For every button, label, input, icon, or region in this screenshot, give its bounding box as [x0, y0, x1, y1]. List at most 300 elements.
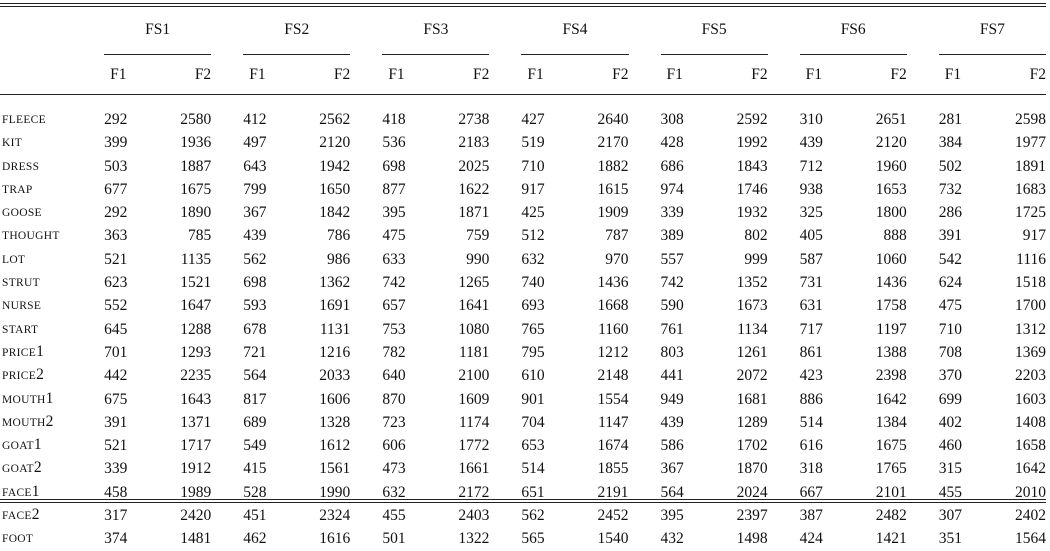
row-label-word: FOOT	[2, 533, 34, 546]
cell-f2: 1352	[736, 274, 768, 292]
cell-f2: 1293	[180, 343, 212, 361]
cell-f1: 367	[243, 204, 267, 222]
group-header-label: FS4	[562, 21, 588, 38]
cell-f2: 1616	[319, 530, 351, 548]
gap-cell	[350, 434, 382, 457]
group-header	[661, 7, 768, 55]
cell-f2: 2183	[458, 134, 490, 152]
cell-f2: 2452	[597, 507, 629, 525]
row-label-word: PRICE	[2, 370, 37, 383]
cell-f1: 455	[938, 483, 962, 501]
subheader-f1: F1	[527, 65, 544, 83]
gap-cell	[350, 294, 382, 317]
gap-cell	[768, 364, 800, 387]
row-label-number: 1	[45, 389, 54, 407]
cell-f2: 2100	[458, 367, 490, 385]
row-label	[0, 481, 104, 504]
cell-f2: 1060	[875, 250, 907, 268]
cell-f2: 1212	[597, 343, 629, 361]
gap-cell	[629, 527, 661, 550]
gap-cell	[489, 55, 521, 95]
gap-cell	[489, 434, 521, 457]
cell-f1: 325	[799, 204, 823, 222]
subheader-f1: F1	[666, 65, 683, 83]
row-label	[0, 341, 104, 364]
cell-f1: 395	[660, 507, 684, 525]
blank-cell	[0, 55, 104, 95]
table-row	[0, 294, 1046, 317]
row-label-word: KIT	[2, 137, 23, 150]
top-rule-1	[0, 3, 1046, 4]
cell-f1: 587	[799, 250, 823, 268]
cell-f2: 787	[605, 227, 629, 245]
gap-cell	[629, 318, 661, 341]
cell-f1: 731	[799, 274, 823, 292]
bottom-rule-1	[0, 499, 1046, 500]
row-label	[0, 411, 104, 434]
cell-f1: 974	[660, 180, 684, 198]
cell-f1: 562	[243, 250, 267, 268]
gap-cell	[768, 318, 800, 341]
gap-cell	[489, 224, 521, 247]
cell-f2: 1561	[319, 460, 351, 478]
cell-f1: 428	[660, 134, 684, 152]
gap-cell	[350, 7, 382, 55]
cell-f1: 693	[521, 297, 545, 315]
group-header-label: FS5	[701, 21, 727, 38]
cell-f2: 1909	[597, 204, 629, 222]
row-label-word: MOUTH	[2, 393, 46, 406]
gap-cell	[211, 411, 243, 434]
cell-f1: 310	[799, 111, 823, 128]
gap-cell	[350, 388, 382, 411]
cell-f1: 590	[660, 297, 684, 315]
row-label	[0, 108, 104, 131]
cell-f2: 1436	[597, 274, 629, 292]
gap-cell	[907, 248, 939, 271]
gap-cell	[629, 434, 661, 457]
gap-cell	[211, 108, 243, 131]
row-label	[0, 527, 104, 550]
gap-cell	[768, 201, 800, 224]
cell-f2: 2072	[736, 367, 768, 385]
gap-cell	[489, 201, 521, 224]
cell-f1: 432	[660, 530, 684, 548]
cell-f2: 1612	[319, 437, 351, 455]
cell-f1: 632	[382, 483, 406, 501]
gap-cell	[211, 434, 243, 457]
cell-f1: 418	[382, 111, 406, 128]
cell-f1: 861	[799, 343, 823, 361]
cell-f2: 1288	[180, 320, 212, 338]
gap-cell	[489, 7, 521, 55]
cell-f1: 640	[382, 367, 406, 385]
cell-f1: 949	[660, 390, 684, 408]
cell-f2: 1181	[458, 343, 490, 361]
gap-cell	[489, 364, 521, 387]
gap-cell	[211, 271, 243, 294]
cell-f2: 1328	[319, 413, 351, 431]
subheader-f1: F1	[805, 65, 823, 83]
cell-f2: 1615	[597, 180, 629, 198]
cell-f2: 1322	[458, 530, 490, 548]
subheader-f1: F1	[388, 65, 405, 83]
cell-f1: 803	[660, 343, 684, 361]
row-label-word: FLEECE	[2, 114, 46, 126]
cell-f1: 552	[104, 297, 128, 315]
cell-f2: 1765	[875, 460, 907, 478]
gap-cell	[907, 7, 939, 55]
cell-f2: 2592	[736, 111, 768, 128]
cell-f2: 1691	[319, 297, 351, 315]
subheader-f2: F2	[612, 65, 629, 83]
cell-f2: 1912	[180, 460, 212, 478]
cell-f2: 1160	[598, 320, 629, 338]
cell-f1: 473	[382, 460, 406, 478]
gap-cell	[629, 411, 661, 434]
cell-f2: 1746	[736, 180, 768, 198]
cell-f1: 657	[382, 297, 406, 315]
row-label	[0, 131, 104, 154]
cell-f2: 1384	[875, 413, 907, 431]
gap-cell	[907, 527, 939, 550]
cell-f1: 721	[243, 343, 267, 361]
gap-cell	[768, 55, 800, 95]
row-label-word: START	[2, 323, 39, 336]
gap-cell	[489, 341, 521, 364]
cell-f2: 2482	[875, 507, 907, 525]
cell-f2: 2172	[458, 483, 490, 501]
subheader-rule	[0, 95, 1046, 109]
group-header	[521, 7, 628, 55]
gap-cell	[629, 271, 661, 294]
cell-f1: 565	[521, 530, 545, 548]
table-row	[0, 457, 1046, 480]
cell-f2: 1436	[875, 274, 907, 292]
cell-f1: 423	[799, 367, 823, 385]
cell-f1: 521	[104, 250, 128, 268]
cell-f2: 1312	[1015, 320, 1046, 338]
cell-f2: 1653	[875, 180, 907, 198]
cell-f1: 699	[938, 390, 962, 408]
cell-f1: 292	[104, 111, 128, 128]
cell-f2: 1498	[736, 530, 768, 548]
row-label-word: PRICE	[2, 346, 37, 359]
cell-f2: 1989	[180, 483, 212, 501]
row-label	[0, 248, 104, 271]
cell-f2: 1758	[875, 297, 907, 315]
gap-cell	[211, 178, 243, 201]
subheader-f1: F1	[944, 65, 962, 83]
subheader-f2: F2	[751, 65, 768, 83]
cell-f2: 1842	[319, 204, 351, 222]
cell-f2: 1675	[875, 437, 907, 455]
gap-cell	[629, 224, 661, 247]
cell-f1: 870	[382, 390, 406, 408]
gap-cell	[768, 481, 800, 504]
gap-cell	[350, 178, 382, 201]
row-label-word: GOAT	[2, 440, 34, 453]
cell-f1: 521	[104, 437, 128, 455]
cell-f1: 686	[660, 157, 684, 175]
cell-f2: 1216	[319, 343, 351, 361]
table-row	[0, 481, 1046, 504]
gap-cell	[629, 155, 661, 178]
cell-f1: 678	[243, 320, 267, 338]
cell-f1: 593	[243, 297, 267, 315]
gap-cell	[211, 155, 243, 178]
group-header-label: FS1	[145, 21, 171, 38]
row-label-word: TRAP	[2, 183, 33, 196]
gap-cell	[907, 411, 939, 434]
table-row	[0, 271, 1046, 294]
gap-cell	[768, 131, 800, 154]
cell-f2: 1772	[458, 437, 490, 455]
gap-cell	[211, 224, 243, 247]
gap-cell	[489, 108, 521, 131]
cell-f2: 1641	[458, 297, 490, 315]
cell-f2: 2403	[458, 507, 490, 525]
gap-cell	[489, 457, 521, 480]
row-label	[0, 178, 104, 201]
cell-f1: 395	[382, 204, 406, 222]
table-row	[0, 201, 1046, 224]
gap-cell	[350, 201, 382, 224]
row-label-word: THOUGHT	[2, 230, 60, 243]
cell-f2: 2120	[875, 134, 907, 152]
cell-f1: 938	[799, 180, 823, 198]
table-body	[0, 108, 1046, 551]
row-label	[0, 201, 104, 224]
cell-f2: 1521	[180, 274, 212, 292]
cell-f2: 1131	[319, 320, 351, 338]
cell-f2: 1642	[1015, 460, 1046, 478]
gap-cell	[768, 457, 800, 480]
cell-f1: 475	[938, 297, 962, 315]
gap-cell	[907, 108, 939, 131]
table-row	[0, 434, 1046, 457]
gap-cell	[350, 248, 382, 271]
cell-f2: 1369	[1015, 343, 1046, 361]
row-label	[0, 388, 104, 411]
table-row	[0, 388, 1046, 411]
row-label-word: GOAT	[2, 463, 34, 476]
cell-f2: 2235	[180, 367, 212, 385]
cell-f2: 1932	[736, 204, 768, 222]
cell-f2: 1518	[1015, 274, 1046, 292]
cell-f1: 315	[938, 460, 962, 478]
cell-f1: 405	[799, 227, 823, 245]
cell-f1: 765	[521, 320, 545, 338]
cell-f1: 564	[243, 367, 267, 385]
cell-f2: 2025	[458, 157, 490, 175]
cell-f2: 986	[327, 250, 351, 268]
gap-cell	[489, 294, 521, 317]
cell-f1: 370	[938, 367, 962, 385]
table-row	[0, 318, 1046, 341]
gap-cell	[211, 341, 243, 364]
gap-cell	[907, 318, 939, 341]
cell-f2: 1642	[875, 390, 907, 408]
cell-f2: 1421	[875, 530, 907, 548]
subheader-f1: F1	[249, 65, 266, 83]
gap-cell	[489, 411, 521, 434]
gap-cell	[629, 178, 661, 201]
cell-f2: 1887	[180, 157, 212, 175]
gap-cell	[350, 155, 382, 178]
table-row	[0, 178, 1046, 201]
table-row	[0, 411, 1046, 434]
cell-f2: 1116	[1016, 250, 1046, 268]
cell-f1: 307	[938, 507, 962, 525]
cell-f1: 675	[104, 390, 128, 408]
subheader-f2: F2	[473, 65, 490, 83]
row-label-number: 2	[45, 412, 54, 430]
cell-f2: 1891	[1015, 157, 1046, 175]
gap-cell	[629, 108, 661, 131]
group-header	[104, 7, 211, 55]
cell-f2: 2148	[597, 367, 629, 385]
cell-f2: 1554	[597, 390, 629, 408]
cell-f1: 501	[382, 530, 406, 548]
cell-f2: 759	[466, 227, 490, 245]
cell-f1: 412	[243, 111, 267, 128]
row-label	[0, 434, 104, 457]
gap-cell	[768, 7, 800, 55]
cell-f1: 689	[243, 413, 267, 431]
gap-cell	[350, 271, 382, 294]
cell-f2: 1990	[319, 483, 351, 501]
cell-f1: 455	[382, 507, 406, 525]
cell-f1: 753	[382, 320, 406, 338]
cell-f1: 742	[660, 274, 684, 292]
cell-f2: 785	[187, 227, 212, 245]
cell-f2: 2033	[319, 367, 351, 385]
cell-f1: 645	[104, 320, 128, 338]
gap-cell	[211, 364, 243, 387]
gap-cell	[489, 318, 521, 341]
gap-cell	[489, 248, 521, 271]
cell-f2: 990	[466, 250, 490, 268]
row-label-word: GOOSE	[2, 207, 42, 220]
bottom-rule-2	[0, 502, 1046, 503]
cell-f1: 384	[938, 134, 962, 152]
gap-cell	[489, 527, 521, 550]
cell-f2: 1388	[875, 343, 907, 361]
cell-f2: 1977	[1015, 134, 1046, 152]
cell-f1: 460	[938, 437, 962, 455]
gap-cell	[350, 411, 382, 434]
cell-f2: 2203	[1015, 367, 1046, 385]
table-row	[0, 224, 1046, 247]
cell-f2: 1992	[736, 134, 768, 152]
cell-f2: 802	[744, 227, 768, 245]
cell-f1: 458	[104, 483, 128, 501]
gap-cell	[629, 364, 661, 387]
table-row	[0, 108, 1046, 131]
cell-f2: 1647	[180, 297, 212, 315]
cell-f2: 1675	[180, 180, 212, 198]
gap-cell	[907, 481, 939, 504]
cell-f2: 1668	[597, 297, 629, 315]
gap-cell	[211, 481, 243, 504]
gap-cell	[350, 318, 382, 341]
cell-f1: 391	[104, 413, 128, 431]
gap-cell	[211, 7, 243, 55]
gap-cell	[489, 178, 521, 201]
cell-f2: 2598	[1015, 111, 1046, 128]
cell-f1: 475	[382, 227, 406, 245]
cell-f1: 427	[521, 111, 545, 128]
cell-f2: 1717	[180, 437, 212, 455]
cell-f1: 624	[938, 274, 962, 292]
cell-f2: 970	[605, 250, 629, 268]
gap-cell	[768, 294, 800, 317]
group-header	[243, 7, 350, 55]
cell-f1: 623	[104, 274, 128, 292]
cell-f1: 514	[521, 460, 545, 478]
gap-cell	[629, 481, 661, 504]
gap-cell	[350, 55, 382, 95]
cell-f1: 363	[104, 227, 128, 245]
cell-f2: 1855	[597, 460, 629, 478]
gap-cell	[907, 271, 939, 294]
cell-f2: 2398	[875, 367, 907, 385]
gap-cell	[211, 55, 243, 95]
cell-f1: 610	[521, 367, 545, 385]
cell-f1: 710	[938, 320, 962, 338]
cell-f1: 389	[660, 227, 684, 245]
cell-f2: 1700	[1015, 297, 1046, 315]
gap-cell	[211, 131, 243, 154]
cell-f1: 442	[104, 367, 128, 385]
gap-cell	[350, 108, 382, 131]
cell-f1: 439	[660, 413, 684, 431]
cell-f1: 503	[104, 157, 128, 175]
gap-cell	[768, 108, 800, 131]
row-label-number: 1	[36, 342, 44, 360]
cell-f2: 2651	[875, 111, 907, 128]
gap-cell	[629, 131, 661, 154]
cell-f2: 1603	[1015, 390, 1046, 408]
gap-cell	[350, 481, 382, 504]
cell-f2: 1289	[736, 413, 768, 431]
cell-f2: 1622	[458, 180, 490, 198]
cell-f1: 415	[243, 460, 267, 478]
gap-cell	[768, 178, 800, 201]
cell-f2: 1871	[458, 204, 490, 222]
cell-f1: 632	[521, 250, 545, 268]
cell-f2: 1673	[736, 297, 768, 315]
cell-f1: 677	[104, 180, 128, 198]
cell-f2: 2120	[319, 134, 351, 152]
gap-cell	[907, 364, 939, 387]
gap-cell	[629, 388, 661, 411]
gap-cell	[907, 388, 939, 411]
cell-f2: 2397	[736, 507, 768, 525]
row-label	[0, 155, 104, 178]
cell-f1: 653	[521, 437, 545, 455]
formant-table	[0, 7, 1046, 551]
row-label	[0, 457, 104, 480]
cell-f1: 698	[382, 157, 406, 175]
cell-f2: 1890	[180, 204, 212, 222]
row-label-number: 2	[36, 366, 44, 384]
cell-f1: 917	[521, 180, 545, 198]
cell-f2: 1960	[875, 157, 907, 175]
gap-cell	[350, 341, 382, 364]
gap-cell	[489, 388, 521, 411]
